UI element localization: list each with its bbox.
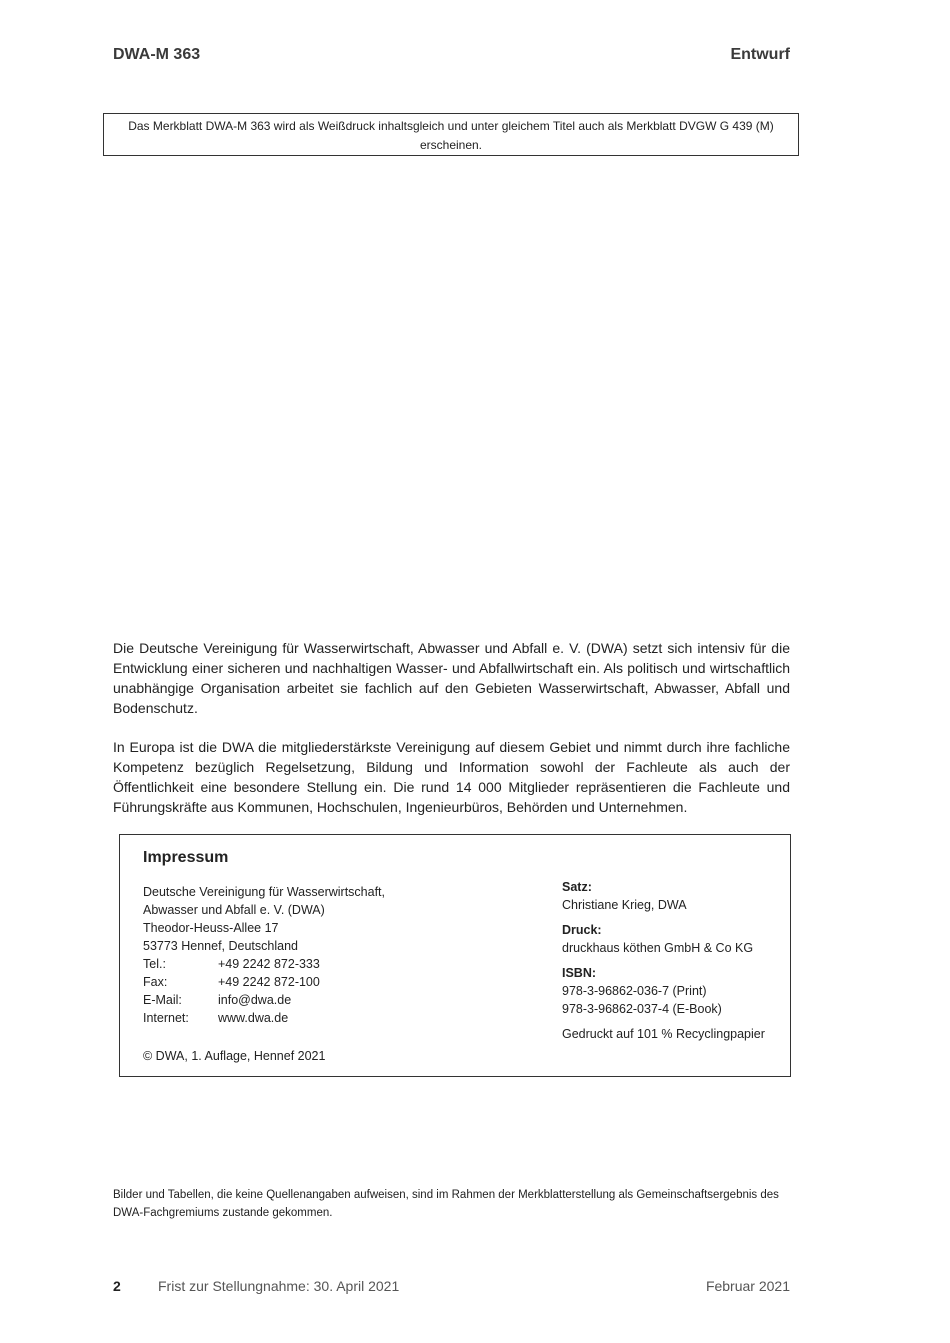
address-line: 53773 Hennef, Deutschland: [143, 939, 298, 953]
impressum-production-block: [562, 878, 765, 1043]
address-line: Abwasser und Abfall e. V. (DWA): [143, 903, 325, 917]
satz-group: [562, 878, 765, 914]
impressum-address-block: [143, 883, 385, 1065]
about-paragraph-1: Die Deutsche Vereinigung für Wasserwirtschaft, Abwasser und Abfall e. V. (DWA) setzt sich intensiv für die Entwicklung einer sicheren und nachhaltigen Wasser- und Abfallwirtschaft ein. Als politisch und wirtschaftlich unabhängige Organisation arbeitet sie fachlich auf den Gebieten Wasserwirtschaft, Abwasser, Abfall und Bodenschutz.: [113, 640, 790, 716]
email-link[interactable]: info@dwa.de: [218, 993, 292, 1007]
doc-id: DWA-M 363: [113, 46, 201, 63]
contact-label: Tel.:: [143, 957, 166, 971]
address-line: Theodor-Heuss-Allee 17: [143, 921, 279, 935]
contact-email: [143, 991, 385, 1009]
isbn-group: [562, 964, 765, 1018]
about-dwa: [113, 638, 790, 836]
edition-notice: Das Merkblatt DWA-M 363 wird als Weißdruck inhaltsgleich und unter gleichem Titel auch als Merkblatt DVGW G 439 (M) erscheinen.: [103, 113, 799, 156]
isbn-ebook: 978-3-96862-037-4 (E-Book): [562, 1002, 722, 1016]
isbn-label: ISBN:: [562, 966, 597, 980]
page-footer: [113, 1278, 790, 1294]
impressum-box: [119, 834, 791, 1077]
about-paragraph-2: In Europa ist die DWA die mitgliederstärkste Vereinigung auf diesem Gebiet und nimmt durch ihre fachliche Kompetenz bezüglich Regelsetzung, Bildung und Information sowohl der Fachleute als auch der Öffentlichkeit eine besondere Stellung ein. Die rund 14 000 Mitglieder repräsentieren die Fachleute und Führungskräfte aus Kommunen, Hochschulen, Ingenieurbüros, Behörden und Unternehmen.: [113, 739, 790, 815]
contact-label: Fax:: [143, 975, 168, 989]
figures-footnote: Bilder und Tabellen, die keine Quellenangaben aufweisen, sind im Rahmen der Merkblatterstellung als Gemeinschaftsergebnis des DWA-Fachgremiums zustande gekommen.: [113, 1189, 779, 1219]
website-link[interactable]: www.dwa.de: [218, 1011, 289, 1025]
doc-status: Entwurf: [730, 46, 790, 63]
contact-value: +49 2242 872-100: [218, 975, 320, 989]
contact-tel: [143, 955, 385, 973]
isbn-print: 978-3-96862-036-7 (Print): [562, 984, 707, 998]
recycling-note: Gedruckt auf 101 % Recyclingpapier: [562, 1027, 765, 1041]
contact-label: Internet:: [143, 1011, 189, 1025]
contact-value: +49 2242 872-333: [218, 957, 320, 971]
satz-value: Christiane Krieg, DWA: [562, 898, 687, 912]
contact-fax: [143, 973, 385, 991]
druck-group: [562, 921, 765, 957]
druck-value: druckhaus köthen GmbH & Co KG: [562, 941, 754, 955]
comment-deadline: Frist zur Stellungnahme: 30. April 2021: [158, 1278, 400, 1294]
impressum-title: Impressum: [143, 849, 229, 866]
contact-internet: [143, 1009, 385, 1027]
copyright: © DWA, 1. Auflage, Hennef 2021: [143, 1049, 326, 1063]
address-line: Deutsche Vereinigung für Wasserwirtschaft,: [143, 885, 386, 899]
druck-label: Druck:: [562, 923, 602, 937]
satz-label: Satz:: [562, 880, 592, 894]
contact-label: E-Mail:: [143, 993, 182, 1007]
page-header: [113, 46, 790, 64]
publication-date: Februar 2021: [705, 1278, 790, 1294]
page-number: 2: [113, 1278, 121, 1294]
